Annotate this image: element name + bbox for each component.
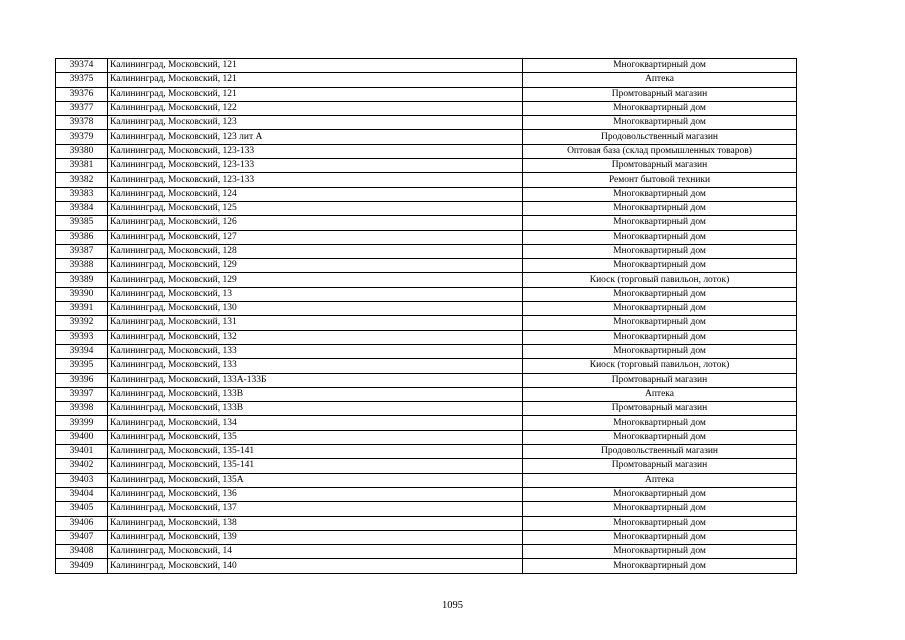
address-cell: Калининград, Московский, 132 — [108, 330, 523, 344]
table-row — [56, 273, 797, 287]
object-type-cell: Многоквартирный дом — [523, 530, 797, 544]
page-number: 1095 — [442, 600, 463, 611]
address-cell: Калининград, Московский, 123-133 — [108, 159, 523, 173]
object-type-cell: Многоквартирный дом — [523, 59, 797, 73]
table-row — [56, 159, 797, 173]
record-number-cell: 39399 — [56, 416, 108, 430]
record-number-cell: 39381 — [56, 159, 108, 173]
record-number-cell: 39405 — [56, 502, 108, 516]
address-cell: Калининград, Московский, 133А-133Б — [108, 373, 523, 387]
table-row — [56, 287, 797, 301]
address-cell: Калининград, Московский, 136 — [108, 487, 523, 501]
address-cell: Калининград, Московский, 13 — [108, 287, 523, 301]
object-type-cell: Многоквартирный дом — [523, 502, 797, 516]
object-type-cell: Многоквартирный дом — [523, 259, 797, 273]
table-row — [56, 173, 797, 187]
address-cell: Калининград, Московский, 131 — [108, 316, 523, 330]
object-type-cell: Аптека — [523, 73, 797, 87]
object-type-cell: Многоквартирный дом — [523, 216, 797, 230]
object-type-cell: Аптека — [523, 387, 797, 401]
address-cell: Калининград, Московский, 135 — [108, 430, 523, 444]
table-row — [56, 559, 797, 573]
object-type-cell: Многоквартирный дом — [523, 487, 797, 501]
address-cell: Калининград, Московский, 133В — [108, 402, 523, 416]
record-number-cell: 39392 — [56, 316, 108, 330]
address-cell: Калининград, Московский, 121 — [108, 87, 523, 101]
object-type-cell: Киоск (торговый павильон, лоток) — [523, 359, 797, 373]
object-type-cell: Многоквартирный дом — [523, 187, 797, 201]
address-cell: Калининград, Московский, 123 — [108, 116, 523, 130]
address-cell: Калининград, Московский, 134 — [108, 416, 523, 430]
object-type-cell: Многоквартирный дом — [523, 559, 797, 573]
table-row — [56, 502, 797, 516]
address-cell: Калининград, Московский, 123 лит А — [108, 130, 523, 144]
table-row — [56, 344, 797, 358]
record-number-cell: 39380 — [56, 144, 108, 158]
address-cell: Калининград, Московский, 135-141 — [108, 459, 523, 473]
table-row — [56, 402, 797, 416]
record-number-cell: 39400 — [56, 430, 108, 444]
record-number-cell: 39408 — [56, 545, 108, 559]
table-row — [56, 187, 797, 201]
record-number-cell: 39390 — [56, 287, 108, 301]
record-number-cell: 39397 — [56, 387, 108, 401]
object-type-cell: Многоквартирный дом — [523, 416, 797, 430]
table-row — [56, 244, 797, 258]
table-row — [56, 130, 797, 144]
address-cell: Калининград, Московский, 121 — [108, 73, 523, 87]
address-cell: Калининград, Московский, 121 — [108, 59, 523, 73]
table-row — [56, 116, 797, 130]
table-row — [56, 216, 797, 230]
record-number-cell: 39395 — [56, 359, 108, 373]
table-row — [56, 73, 797, 87]
table-body — [56, 59, 797, 574]
table-row — [56, 101, 797, 115]
table-row — [56, 87, 797, 101]
table-row — [56, 387, 797, 401]
record-number-cell: 39401 — [56, 445, 108, 459]
address-cell: Калининград, Московский, 129 — [108, 259, 523, 273]
object-type-cell: Многоквартирный дом — [523, 230, 797, 244]
record-number-cell: 39378 — [56, 116, 108, 130]
address-cell: Калининград, Московский, 135А — [108, 473, 523, 487]
record-number-cell: 39379 — [56, 130, 108, 144]
record-number-cell: 39383 — [56, 187, 108, 201]
object-type-cell: Промтоварный магазин — [523, 402, 797, 416]
object-type-cell: Киоск (торговый павильон, лоток) — [523, 273, 797, 287]
object-type-cell: Промтоварный магазин — [523, 159, 797, 173]
object-type-cell: Оптовая база (склад промышленных товаров) — [523, 144, 797, 158]
table-row — [56, 416, 797, 430]
address-cell: Калининград, Московский, 126 — [108, 216, 523, 230]
table-row — [56, 473, 797, 487]
object-type-cell: Промтоварный магазин — [523, 459, 797, 473]
record-number-cell: 39385 — [56, 216, 108, 230]
object-type-cell: Многоквартирный дом — [523, 316, 797, 330]
record-number-cell: 39396 — [56, 373, 108, 387]
table-row — [56, 316, 797, 330]
record-number-cell: 39403 — [56, 473, 108, 487]
record-number-cell: 39402 — [56, 459, 108, 473]
object-type-cell: Аптека — [523, 473, 797, 487]
object-type-cell: Многоквартирный дом — [523, 287, 797, 301]
object-type-cell: Многоквартирный дом — [523, 201, 797, 215]
address-cell: Калининград, Московский, 133 — [108, 344, 523, 358]
table-row — [56, 302, 797, 316]
record-number-cell: 39386 — [56, 230, 108, 244]
record-number-cell: 39404 — [56, 487, 108, 501]
table-row — [56, 516, 797, 530]
object-type-cell: Продовольственный магазин — [523, 130, 797, 144]
table-row — [56, 201, 797, 215]
object-type-cell: Многоквартирный дом — [523, 101, 797, 115]
record-number-cell: 39387 — [56, 244, 108, 258]
address-cell: Калининград, Московский, 130 — [108, 302, 523, 316]
object-type-cell: Многоквартирный дом — [523, 116, 797, 130]
table-row — [56, 459, 797, 473]
table-row — [56, 373, 797, 387]
record-number-cell: 39377 — [56, 101, 108, 115]
object-type-cell: Многоквартирный дом — [523, 430, 797, 444]
table-row — [56, 330, 797, 344]
address-cell: Калининград, Московский, 133 — [108, 359, 523, 373]
record-number-cell: 39388 — [56, 259, 108, 273]
address-cell: Калининград, Московский, 139 — [108, 530, 523, 544]
address-cell: Калининград, Московский, 129 — [108, 273, 523, 287]
record-number-cell: 39382 — [56, 173, 108, 187]
object-type-cell: Многоквартирный дом — [523, 330, 797, 344]
record-number-cell: 39409 — [56, 559, 108, 573]
record-number-cell: 39389 — [56, 273, 108, 287]
table-row — [56, 487, 797, 501]
table-row — [56, 445, 797, 459]
record-number-cell: 39375 — [56, 73, 108, 87]
address-cell: Калининград, Московский, 135-141 — [108, 445, 523, 459]
address-cell: Калининград, Московский, 122 — [108, 101, 523, 115]
record-number-cell: 39384 — [56, 201, 108, 215]
record-number-cell: 39391 — [56, 302, 108, 316]
address-cell: Калининград, Московский, 127 — [108, 230, 523, 244]
object-type-cell: Продовольственный магазин — [523, 445, 797, 459]
record-number-cell: 39407 — [56, 530, 108, 544]
table-row — [56, 530, 797, 544]
address-cell: Калининград, Московский, 138 — [108, 516, 523, 530]
record-number-cell: 39398 — [56, 402, 108, 416]
address-cell: Калининград, Московский, 137 — [108, 502, 523, 516]
object-type-cell: Промтоварный магазин — [523, 373, 797, 387]
address-cell: Калининград, Московский, 124 — [108, 187, 523, 201]
object-type-cell: Многоквартирный дом — [523, 344, 797, 358]
object-type-cell: Многоквартирный дом — [523, 545, 797, 559]
table-row — [56, 59, 797, 73]
record-number-cell: 39376 — [56, 87, 108, 101]
record-number-cell: 39394 — [56, 344, 108, 358]
object-type-cell: Промтоварный магазин — [523, 87, 797, 101]
address-cell: Калининград, Московский, 133В — [108, 387, 523, 401]
address-table — [55, 58, 797, 574]
table-row — [56, 144, 797, 158]
object-type-cell: Ремонт бытовой техники — [523, 173, 797, 187]
table-row — [56, 230, 797, 244]
record-number-cell: 39406 — [56, 516, 108, 530]
object-type-cell: Многоквартирный дом — [523, 244, 797, 258]
table-row — [56, 545, 797, 559]
address-cell: Калининград, Московский, 123-133 — [108, 144, 523, 158]
table-row — [56, 430, 797, 444]
address-cell: Калининград, Московский, 140 — [108, 559, 523, 573]
record-number-cell: 39393 — [56, 330, 108, 344]
address-cell: Калининград, Московский, 128 — [108, 244, 523, 258]
table-row — [56, 259, 797, 273]
address-cell: Калининград, Московский, 125 — [108, 201, 523, 215]
object-type-cell: Многоквартирный дом — [523, 516, 797, 530]
record-number-cell: 39374 — [56, 59, 108, 73]
object-type-cell: Многоквартирный дом — [523, 302, 797, 316]
address-cell: Калининград, Московский, 14 — [108, 545, 523, 559]
table-row — [56, 359, 797, 373]
address-cell: Калининград, Московский, 123-133 — [108, 173, 523, 187]
